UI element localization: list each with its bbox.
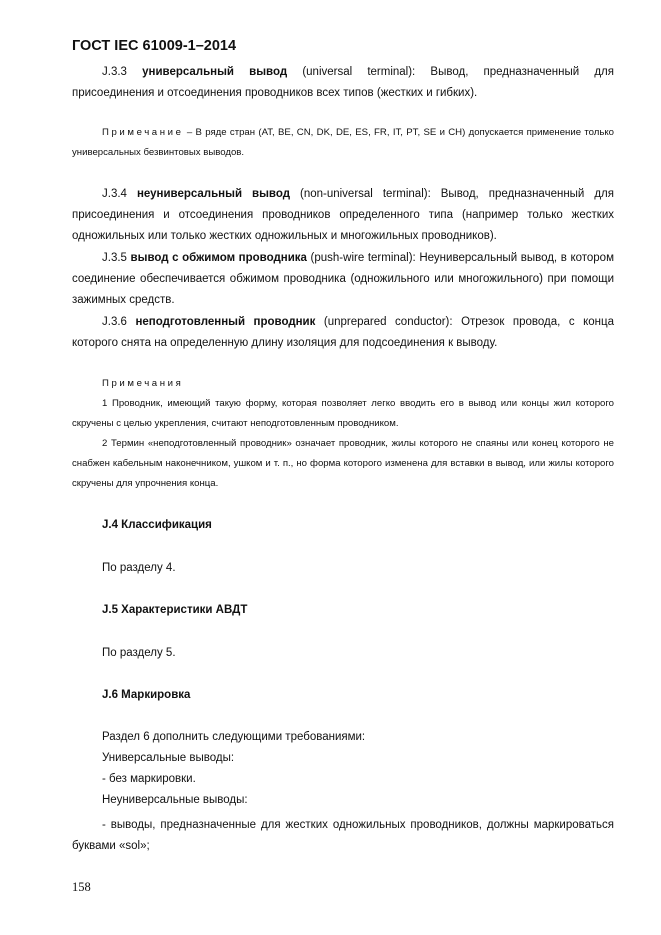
section-heading-j4: J.4 Классификация xyxy=(102,519,212,531)
note-item-2: 2 Термин «неподготовленный проводник» означает проводник, жилы которого не спаяны или конец которого не снабжен кабельным наконечником, ушком и т. п., но форма которого изменена для вставки в вывод, или жилы которого скручены для упрочнения конца. xyxy=(72,438,614,489)
note-item-1: 1 Проводник, имеющий такую форму, которая позволяет легко вводить его в вывод или концы жил которого скручены с целью укрепления, считают неподготовленным проводником. xyxy=(72,398,614,429)
document-header: ГОСТ IEC 61009-1–2014 xyxy=(72,38,237,54)
clause-text: (unprepared conductor): Отрезок провода, с конца которого снята на определенную длину изоляция для подсоединения к выводу. xyxy=(72,316,614,349)
section-text-j4: По разделу 4. xyxy=(102,562,176,574)
note-text: – В ряде стран (AT, BE, CN, DK, DE, ES, FR, IT, PT, SE и CH) допускается применение только универсальных безвинтовых выводов. xyxy=(72,127,614,158)
clause-j3-3 xyxy=(72,62,614,104)
section-heading-j5: J.5 Характеристики АВДТ xyxy=(102,604,248,616)
section-text-line: - выводы, предназначенные для жестких одножильных проводников, должны маркироваться буквами «sol»; xyxy=(72,819,614,852)
clause-j3-6 xyxy=(72,312,614,354)
clause-number: J.3.4 xyxy=(102,188,127,200)
clause-j3-4 xyxy=(72,184,614,247)
clause-text: (non-universal terminal): Вывод, предназначенный для присоединения и отсоединения проводников определенного типа (например только жестких одножильных или только жестких одножильных и многожильных проводников). xyxy=(72,188,614,242)
note-label: Примечание xyxy=(102,127,184,138)
note-1 xyxy=(72,123,614,163)
term: универсальный вывод xyxy=(142,66,288,78)
clause-text: (push-wire terminal): Неуниверсальный вывод, в котором соединение обеспечивается обжимом проводника (одножильного или многожильного) при помощи зажимных средств. xyxy=(72,252,614,306)
section-text-line: Раздел 6 дополнить следующими требованиями: xyxy=(102,731,366,743)
clause-number: J.3.6 xyxy=(102,316,127,328)
section-text-j5: По разделу 5. xyxy=(102,647,176,659)
section-text-line: - без маркировки. xyxy=(102,773,196,785)
clause-j3-5 xyxy=(72,248,614,311)
section-text-line: Универсальные выводы: xyxy=(102,752,235,764)
clause-number: J.3.5 xyxy=(102,252,127,264)
section-heading-j6: J.6 Маркировка xyxy=(102,689,191,701)
clause-text: (universal terminal): Вывод, предназначенный для присоединения и отсоединения проводников всех типов (жестких и гибких). xyxy=(72,66,614,99)
term: вывод с обжимом проводника xyxy=(130,252,307,264)
clause-number: J.3.3 xyxy=(102,66,127,78)
term: неподготовленный проводник xyxy=(135,316,316,328)
notes-label: Примечания xyxy=(102,378,184,389)
term: неуниверсальный вывод xyxy=(136,188,290,200)
page-number: 158 xyxy=(72,880,91,894)
section-text-line: Неуниверсальные выводы: xyxy=(102,794,248,806)
